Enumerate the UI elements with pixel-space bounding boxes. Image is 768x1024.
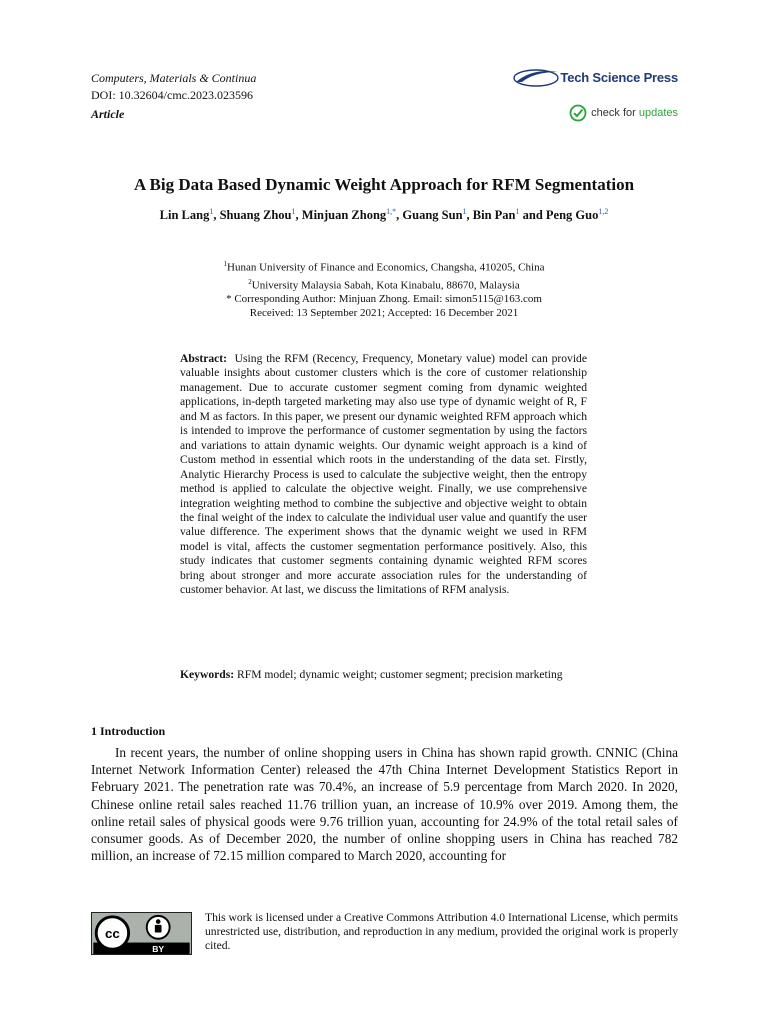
publisher-name: Tech Science Press xyxy=(560,69,678,85)
abstract-label: Abstract: xyxy=(180,352,228,365)
keywords-text: RFM model; dynamic weight; customer segment; precision marketing xyxy=(237,668,563,681)
license-text: This work is licensed under a Creative Commons Attribution 4.0 International License, which permits unrestricted use, distribution, and reproduction in any medium, provided the original work is properly cited. xyxy=(205,911,678,953)
cc-badge-cc: cc xyxy=(105,925,120,941)
author-affil-marker: 1 xyxy=(209,207,214,216)
author-list: Lin Lang$^1$, Shuang Zhou$^1$, Minjuan Zhong$^{1,*}$, Guang Sun$^1$, Bin Pan$^1$ and Peng Guo$^{1,2}$ xyxy=(159,207,609,223)
author-name: Bin Pan xyxy=(472,208,516,223)
cc-by-badge[interactable] xyxy=(91,912,192,955)
keywords xyxy=(180,668,587,682)
author-name: Shuang Zhou xyxy=(219,208,292,223)
received-dates: Received: 13 September 2021; Accepted: 16 December 2021 xyxy=(249,307,519,320)
updates-label: check for updates xyxy=(591,107,678,119)
journal-name: Computers, Materials & Continua xyxy=(91,71,257,85)
affiliations xyxy=(0,257,768,320)
article-type: Article xyxy=(91,107,125,121)
paper-title: A Big Data Based Dynamic Weight Approach for RFM Segmentation xyxy=(133,175,635,194)
author-name: Peng Guo xyxy=(545,208,599,223)
doi[interactable]: DOI: 10.32604/cmc.2023.023596 xyxy=(91,88,253,102)
author-name: Lin Lang xyxy=(159,208,210,223)
abstract-text: Using the RFM (Recency, Frequency, Monetary value) model can provide valuable insights about customer clusters which is the core of customer relationship management. Due to accurate customer segment coming from dynamic weighted applications, in-depth targeted marketing may also use type of dynamic weight of R, F and M as factors. In this paper, we present our dynamic weighted RFM approach which is intended to improve the performance of customer segmentation by using the factors and variations to attain dynamic weights. Our dynamic weight approach is a kind of Custom method in essential which roots in the understanding of the data set. Firstly, Analytic Hierarchy Process is used to calculate the subjective weight, then the entropy method is applied to calculate the objective weight. Finally, we use comprehensive integration weighting method to combine the subjective and objective weight to obtain the final weight of the index to calculate the individual user value and quantify the user value difference. The experiment shows that the dynamic weight we used in RFM model is vital, affects the customer segmentation performance positively. Also, this study indicates that customer segments containing dynamic weighted RFM scores bring about stronger and more accurate association rules for the understanding of customer behavior. At last, we discuss the limitations of RFM analysis. xyxy=(180,352,587,597)
check-for-updates-button[interactable] xyxy=(569,104,678,122)
author-affil-marker: 1 xyxy=(291,207,296,216)
corresponding-author: * Corresponding Author: Minjuan Zhong. Email: simon5115@163.com xyxy=(226,293,542,306)
author-name: Minjuan Zhong xyxy=(301,208,387,223)
introduction-paragraph: In recent years, the number of online shopping users in China has shown rapid growth. CNNIC (China Internet Network Information Center) released the 47th China Internet Development Statistics Report in February 2021. The penetration rate was 70.4%, an increase of 5.9 percentage from March 2020. In 2020, Chinese online retail sales reached 11.76 trillion yuan, an increase of 10.9% over 2019. Among them, the online retail sales of physical goods were 9.76 trillion yuan, accounting for 24.9% of the total retail sales of consumer goods. As of December 2020, the number of online shopping users in China has reached 782 million, an increase of 72.15 million compared to March 2020, accounting for xyxy=(91,745,678,864)
cc-badge-by: BY xyxy=(152,944,165,955)
check-circle-icon xyxy=(569,104,587,122)
affiliation-1: $^1$Hunan University of Finance and Economics, Changsha, 410205, China xyxy=(223,260,545,274)
affiliation-2: $^2$University Malaysia Sabah, Kota Kinabalu, 88670, Malaysia xyxy=(248,277,520,292)
swoosh-icon xyxy=(512,66,560,88)
section-heading-introduction: 1 Introduction xyxy=(91,724,166,738)
author-affil-marker: 1 xyxy=(462,207,467,216)
keywords-label: Keywords: xyxy=(180,668,235,681)
author-affil-marker: 1,* xyxy=(386,207,397,216)
author-name: Guang Sun xyxy=(402,208,463,223)
abstract xyxy=(180,352,587,598)
author-affil-marker: 1,2 xyxy=(598,207,609,216)
publisher-logo[interactable] xyxy=(512,66,678,88)
author-affil-marker: 1 xyxy=(515,207,520,216)
